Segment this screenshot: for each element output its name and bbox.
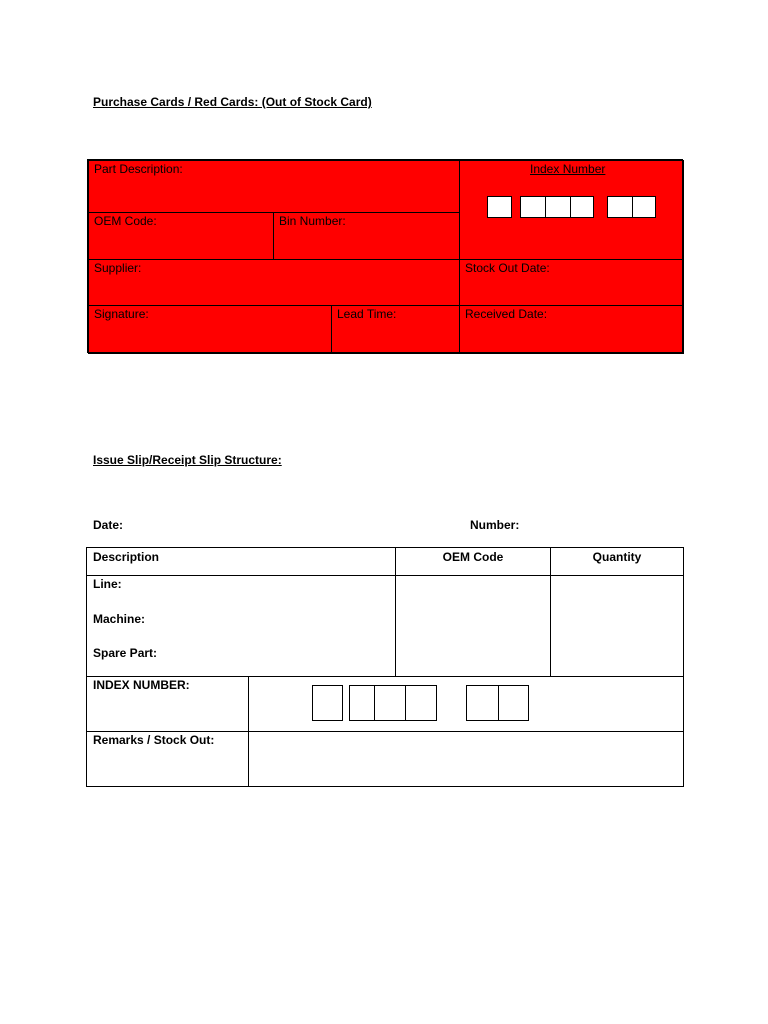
index-number-boxes-cell: [248, 676, 684, 732]
machine-label: Machine:: [93, 612, 146, 626]
lead-time-label: Lead Time:: [337, 307, 397, 321]
part-description-label: Part Description:: [94, 162, 183, 176]
index-digit-box[interactable]: [466, 685, 499, 721]
index-digit-box[interactable]: [312, 685, 343, 721]
index-number-title: Index Number: [530, 162, 606, 176]
description-header-label: Description: [93, 550, 160, 564]
received-date-label: Received Date:: [465, 307, 548, 321]
remarks-field[interactable]: [248, 731, 684, 787]
description-cell[interactable]: [86, 575, 396, 677]
quantity-header-label: Quantity: [592, 550, 642, 564]
index-number-label-cell: [86, 676, 249, 732]
index-digit-box[interactable]: [498, 685, 529, 721]
index-number-label: INDEX NUMBER:: [93, 678, 190, 692]
supplier-label: Supplier:: [94, 261, 142, 275]
red-card-heading: Purchase Cards / Red Cards: (Out of Stock Card): [93, 95, 372, 109]
remarks-label-cell: [86, 731, 249, 787]
issue-slip-heading: Issue Slip/Receipt Slip Structure:: [93, 453, 282, 467]
index-digit-box[interactable]: [374, 685, 406, 721]
signature-label: Signature:: [94, 307, 149, 321]
remarks-label: Remarks / Stock Out:: [93, 733, 215, 747]
oem-code-header-label: OEM Code: [442, 550, 504, 564]
oem-code-header: [395, 547, 551, 576]
date-label: Date:: [93, 518, 124, 532]
oem-code-cell[interactable]: [395, 575, 551, 677]
number-label: Number:: [470, 518, 520, 532]
spare-part-label: Spare Part:: [93, 646, 158, 660]
quantity-header: [550, 547, 684, 576]
index-digit-box[interactable]: [349, 685, 375, 721]
index-digit-box[interactable]: [405, 685, 437, 721]
description-header: [86, 547, 396, 576]
quantity-cell[interactable]: [550, 575, 684, 677]
stock-out-date-label: Stock Out Date:: [465, 261, 550, 275]
bin-number-label: Bin Number:: [279, 214, 346, 228]
oem-code-label: OEM Code:: [94, 214, 157, 228]
line-label: Line:: [93, 577, 122, 591]
